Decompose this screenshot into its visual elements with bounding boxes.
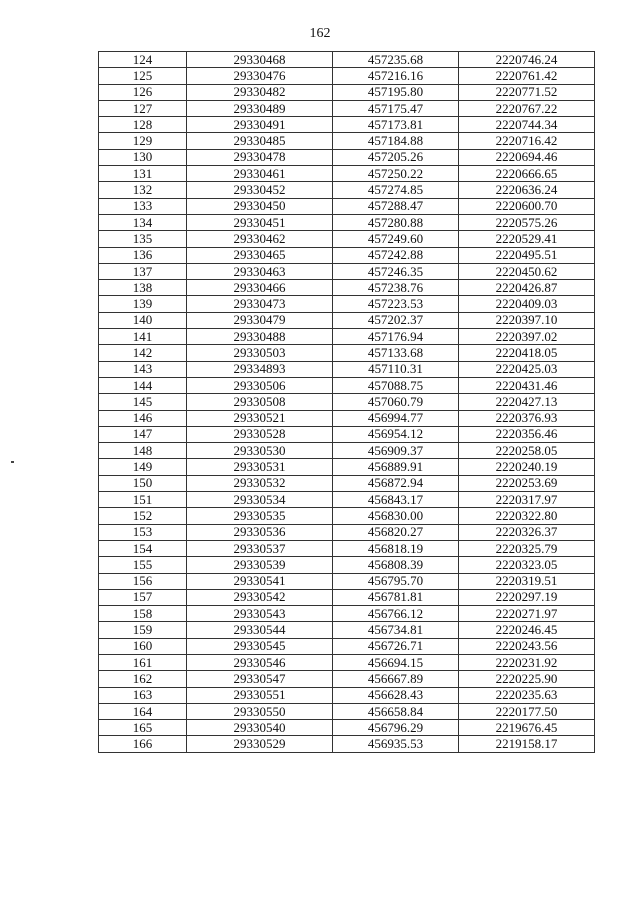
point-number-cell: 127 — [99, 100, 187, 116]
point-number-cell: 159 — [99, 622, 187, 638]
cadastral-id-cell: 29330540 — [187, 720, 333, 736]
cadastral-id-cell: 29330468 — [187, 52, 333, 68]
x-coordinate-cell: 456658.84 — [333, 703, 459, 719]
y-coordinate-cell: 2220397.02 — [459, 329, 595, 345]
x-coordinate-cell: 457216.16 — [333, 68, 459, 84]
point-number-cell: 129 — [99, 133, 187, 149]
point-number-cell: 125 — [99, 68, 187, 84]
point-number-cell: 141 — [99, 329, 187, 345]
y-coordinate-cell: 2220761.42 — [459, 68, 595, 84]
cadastral-id-cell: 29330482 — [187, 84, 333, 100]
y-coordinate-cell: 2220317.97 — [459, 492, 595, 508]
y-coordinate-cell: 2219158.17 — [459, 736, 595, 752]
cadastral-id-cell: 29330545 — [187, 638, 333, 654]
cadastral-id-cell: 29330551 — [187, 687, 333, 703]
cadastral-id-cell: 29330542 — [187, 589, 333, 605]
table-row — [99, 280, 595, 296]
x-coordinate-cell: 456935.53 — [333, 736, 459, 752]
x-coordinate-cell: 457088.75 — [333, 377, 459, 393]
y-coordinate-cell: 2220767.22 — [459, 100, 595, 116]
point-number-cell: 142 — [99, 345, 187, 361]
y-coordinate-cell: 2220575.26 — [459, 214, 595, 230]
table-row — [99, 100, 595, 116]
cadastral-id-cell: 29330476 — [187, 68, 333, 84]
x-coordinate-cell: 456889.91 — [333, 459, 459, 475]
x-coordinate-cell: 457274.85 — [333, 182, 459, 198]
x-coordinate-cell: 456781.81 — [333, 589, 459, 605]
x-coordinate-cell: 456994.77 — [333, 410, 459, 426]
table-row — [99, 654, 595, 670]
cadastral-id-cell: 29330488 — [187, 329, 333, 345]
point-number-cell: 145 — [99, 394, 187, 410]
y-coordinate-cell: 2220325.79 — [459, 540, 595, 556]
x-coordinate-cell: 457205.26 — [333, 149, 459, 165]
cadastral-id-cell: 29330531 — [187, 459, 333, 475]
x-coordinate-cell: 456818.19 — [333, 540, 459, 556]
y-coordinate-cell: 2220177.50 — [459, 703, 595, 719]
table-row — [99, 329, 595, 345]
y-coordinate-cell: 2220225.90 — [459, 671, 595, 687]
x-coordinate-cell: 457110.31 — [333, 361, 459, 377]
y-coordinate-cell: 2220376.93 — [459, 410, 595, 426]
table-row — [99, 459, 595, 475]
table-row — [99, 84, 595, 100]
cadastral-id-cell: 29330506 — [187, 377, 333, 393]
y-coordinate-cell: 2220495.51 — [459, 247, 595, 263]
cadastral-id-cell: 29330528 — [187, 426, 333, 442]
table-row — [99, 312, 595, 328]
table-row — [99, 557, 595, 573]
y-coordinate-cell: 2220450.62 — [459, 263, 595, 279]
x-coordinate-cell: 456843.17 — [333, 492, 459, 508]
table-row — [99, 687, 595, 703]
cadastral-id-cell: 29330465 — [187, 247, 333, 263]
point-number-cell: 136 — [99, 247, 187, 263]
y-coordinate-cell: 2220600.70 — [459, 198, 595, 214]
table-row — [99, 492, 595, 508]
table-row — [99, 149, 595, 165]
table-row — [99, 345, 595, 361]
y-coordinate-cell: 2220425.03 — [459, 361, 595, 377]
point-number-cell: 164 — [99, 703, 187, 719]
point-number-cell: 132 — [99, 182, 187, 198]
cadastral-id-cell: 29330479 — [187, 312, 333, 328]
y-coordinate-cell: 2220397.10 — [459, 312, 595, 328]
table-row — [99, 736, 595, 752]
table-row — [99, 410, 595, 426]
x-coordinate-cell: 457238.76 — [333, 280, 459, 296]
x-coordinate-cell: 457173.81 — [333, 117, 459, 133]
cadastral-id-cell: 29330550 — [187, 703, 333, 719]
cadastral-id-cell: 29330547 — [187, 671, 333, 687]
table-row — [99, 117, 595, 133]
cadastral-id-cell: 29330534 — [187, 492, 333, 508]
x-coordinate-cell: 457202.37 — [333, 312, 459, 328]
cadastral-id-cell: 29330508 — [187, 394, 333, 410]
y-coordinate-cell: 2220694.46 — [459, 149, 595, 165]
x-coordinate-cell: 456830.00 — [333, 508, 459, 524]
x-coordinate-cell: 456694.15 — [333, 654, 459, 670]
table-row — [99, 573, 595, 589]
table-row — [99, 214, 595, 230]
point-number-cell: 126 — [99, 84, 187, 100]
cadastral-id-cell: 29330491 — [187, 117, 333, 133]
table-row — [99, 606, 595, 622]
y-coordinate-cell: 2220240.19 — [459, 459, 595, 475]
point-number-cell: 152 — [99, 508, 187, 524]
table-row — [99, 361, 595, 377]
point-number-cell: 166 — [99, 736, 187, 752]
point-number-cell: 144 — [99, 377, 187, 393]
cadastral-id-cell: 29330535 — [187, 508, 333, 524]
point-number-cell: 160 — [99, 638, 187, 654]
x-coordinate-cell: 456808.39 — [333, 557, 459, 573]
y-coordinate-cell: 2220418.05 — [459, 345, 595, 361]
table-row — [99, 622, 595, 638]
cadastral-id-cell: 29330521 — [187, 410, 333, 426]
cadastral-id-cell: 29330532 — [187, 475, 333, 491]
point-number-cell: 148 — [99, 443, 187, 459]
point-number-cell: 140 — [99, 312, 187, 328]
x-coordinate-cell: 456628.43 — [333, 687, 459, 703]
table-body — [99, 52, 595, 753]
x-coordinate-cell: 457060.79 — [333, 394, 459, 410]
y-coordinate-cell: 2220326.37 — [459, 524, 595, 540]
y-coordinate-cell: 2220716.42 — [459, 133, 595, 149]
table-row — [99, 394, 595, 410]
table-row — [99, 133, 595, 149]
x-coordinate-cell: 457280.88 — [333, 214, 459, 230]
cadastral-id-cell: 29330529 — [187, 736, 333, 752]
cadastral-id-cell: 29330452 — [187, 182, 333, 198]
y-coordinate-cell: 2220323.05 — [459, 557, 595, 573]
point-number-cell: 155 — [99, 557, 187, 573]
cadastral-id-cell: 29334893 — [187, 361, 333, 377]
x-coordinate-cell: 456795.70 — [333, 573, 459, 589]
table-row — [99, 589, 595, 605]
y-coordinate-cell: 2220297.19 — [459, 589, 595, 605]
table-row — [99, 524, 595, 540]
point-number-cell: 165 — [99, 720, 187, 736]
table-row — [99, 508, 595, 524]
x-coordinate-cell: 456766.12 — [333, 606, 459, 622]
x-coordinate-cell: 456909.37 — [333, 443, 459, 459]
cadastral-id-cell: 29330466 — [187, 280, 333, 296]
table-row — [99, 296, 595, 312]
point-number-cell: 154 — [99, 540, 187, 556]
table-row — [99, 377, 595, 393]
y-coordinate-cell: 2220746.24 — [459, 52, 595, 68]
cadastral-id-cell: 29330530 — [187, 443, 333, 459]
y-coordinate-cell: 2220529.41 — [459, 231, 595, 247]
y-coordinate-cell: 2220271.97 — [459, 606, 595, 622]
y-coordinate-cell: 2220231.92 — [459, 654, 595, 670]
point-number-cell: 128 — [99, 117, 187, 133]
point-number-cell: 158 — [99, 606, 187, 622]
table-row — [99, 540, 595, 556]
cadastral-id-cell: 29330485 — [187, 133, 333, 149]
y-coordinate-cell: 2220427.13 — [459, 394, 595, 410]
cadastral-id-cell: 29330450 — [187, 198, 333, 214]
point-number-cell: 150 — [99, 475, 187, 491]
point-number-cell: 147 — [99, 426, 187, 442]
point-number-cell: 157 — [99, 589, 187, 605]
point-number-cell: 139 — [99, 296, 187, 312]
table-row — [99, 182, 595, 198]
y-coordinate-cell: 2220431.46 — [459, 377, 595, 393]
cadastral-id-cell: 29330473 — [187, 296, 333, 312]
x-coordinate-cell: 457223.53 — [333, 296, 459, 312]
point-number-cell: 143 — [99, 361, 187, 377]
page-number: 162 — [309, 26, 331, 41]
x-coordinate-cell: 457288.47 — [333, 198, 459, 214]
y-coordinate-cell: 2220666.65 — [459, 166, 595, 182]
y-coordinate-cell: 2220744.34 — [459, 117, 595, 133]
table-row — [99, 263, 595, 279]
cadastral-id-cell: 29330451 — [187, 214, 333, 230]
point-number-cell: 163 — [99, 687, 187, 703]
cadastral-id-cell: 29330537 — [187, 540, 333, 556]
x-coordinate-cell: 457246.35 — [333, 263, 459, 279]
table-row — [99, 231, 595, 247]
y-coordinate-cell: 2220356.46 — [459, 426, 595, 442]
point-number-cell: 135 — [99, 231, 187, 247]
x-coordinate-cell: 456872.94 — [333, 475, 459, 491]
point-number-cell: 162 — [99, 671, 187, 687]
point-number-cell: 131 — [99, 166, 187, 182]
point-number-cell: 124 — [99, 52, 187, 68]
point-number-cell: 146 — [99, 410, 187, 426]
x-coordinate-cell: 456726.71 — [333, 638, 459, 654]
cadastral-id-cell: 29330541 — [187, 573, 333, 589]
x-coordinate-cell: 457184.88 — [333, 133, 459, 149]
y-coordinate-cell: 2220636.24 — [459, 182, 595, 198]
x-coordinate-cell: 456734.81 — [333, 622, 459, 638]
table-row — [99, 475, 595, 491]
table-row — [99, 638, 595, 654]
x-coordinate-cell: 457176.94 — [333, 329, 459, 345]
x-coordinate-cell: 457133.68 — [333, 345, 459, 361]
table-row — [99, 52, 595, 68]
cadastral-id-cell: 29330503 — [187, 345, 333, 361]
x-coordinate-cell: 457235.68 — [333, 52, 459, 68]
table-row — [99, 443, 595, 459]
point-number-cell: 149 — [99, 459, 187, 475]
scan-mark — [11, 461, 14, 463]
y-coordinate-cell: 2220322.80 — [459, 508, 595, 524]
y-coordinate-cell: 2219676.45 — [459, 720, 595, 736]
coordinates-table — [98, 51, 595, 753]
point-number-cell: 156 — [99, 573, 187, 589]
y-coordinate-cell: 2220771.52 — [459, 84, 595, 100]
cadastral-id-cell: 29330478 — [187, 149, 333, 165]
y-coordinate-cell: 2220319.51 — [459, 573, 595, 589]
point-number-cell: 137 — [99, 263, 187, 279]
x-coordinate-cell: 456954.12 — [333, 426, 459, 442]
x-coordinate-cell: 456667.89 — [333, 671, 459, 687]
cadastral-id-cell: 29330462 — [187, 231, 333, 247]
cadastral-id-cell: 29330544 — [187, 622, 333, 638]
point-number-cell: 153 — [99, 524, 187, 540]
y-coordinate-cell: 2220246.45 — [459, 622, 595, 638]
x-coordinate-cell: 457195.80 — [333, 84, 459, 100]
x-coordinate-cell: 457175.47 — [333, 100, 459, 116]
point-number-cell: 133 — [99, 198, 187, 214]
point-number-cell: 151 — [99, 492, 187, 508]
y-coordinate-cell: 2220243.56 — [459, 638, 595, 654]
table-row — [99, 426, 595, 442]
point-number-cell: 161 — [99, 654, 187, 670]
table-row — [99, 198, 595, 214]
cadastral-id-cell: 29330539 — [187, 557, 333, 573]
table-row — [99, 68, 595, 84]
table-row — [99, 166, 595, 182]
y-coordinate-cell: 2220235.63 — [459, 687, 595, 703]
y-coordinate-cell: 2220253.69 — [459, 475, 595, 491]
table-row — [99, 671, 595, 687]
cadastral-id-cell: 29330543 — [187, 606, 333, 622]
x-coordinate-cell: 457249.60 — [333, 231, 459, 247]
table-row — [99, 720, 595, 736]
y-coordinate-cell: 2220258.05 — [459, 443, 595, 459]
point-number-cell: 138 — [99, 280, 187, 296]
point-number-cell: 134 — [99, 214, 187, 230]
point-number-cell: 130 — [99, 149, 187, 165]
x-coordinate-cell: 457250.22 — [333, 166, 459, 182]
cadastral-id-cell: 29330489 — [187, 100, 333, 116]
x-coordinate-cell: 456820.27 — [333, 524, 459, 540]
cadastral-id-cell: 29330463 — [187, 263, 333, 279]
table-row — [99, 247, 595, 263]
x-coordinate-cell: 456796.29 — [333, 720, 459, 736]
y-coordinate-cell: 2220409.03 — [459, 296, 595, 312]
cadastral-id-cell: 29330546 — [187, 654, 333, 670]
table-row — [99, 703, 595, 719]
x-coordinate-cell: 457242.88 — [333, 247, 459, 263]
y-coordinate-cell: 2220426.87 — [459, 280, 595, 296]
cadastral-id-cell: 29330536 — [187, 524, 333, 540]
cadastral-id-cell: 29330461 — [187, 166, 333, 182]
